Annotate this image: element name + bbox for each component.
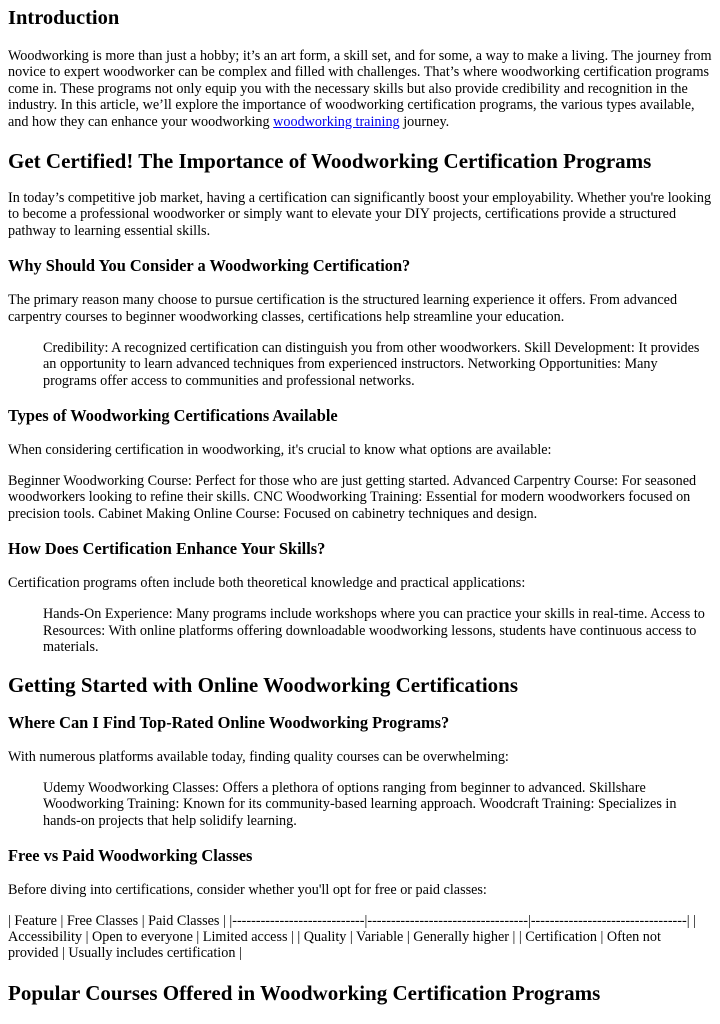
online-heading: Getting Started with Online Woodworking Certifications: [8, 672, 519, 697]
intro-heading: Introduction: [8, 7, 120, 29]
why-blockquote: Credibility: A recognized certification can distinguish you from other woodworkers. Skill Development: It provides an opportunity to learn advanced techniques from experienced instructors. Networking Opportunities: Many programs offer access to communities and professional networks.: [43, 340, 700, 389]
types-list-paragraph: Beginner Woodworking Course: Perfect for those who are just getting started. Advanced Carpentry Course: For seasoned woodworkers looking to refine their skills. CNC Woodworking Training: Essential for modern woodworkers focused on precision tools. Cabinet Making Online Course: Focused on cabinetry techniques and design.: [8, 472, 697, 522]
certified-paragraph: In today’s competitive job market, having a certification can significantly boost your employability. Whether you're looking to become a professional woodworker or simply want to elevate your DIY projects, certifications provide a structured pathway to learning essential skills.: [8, 190, 712, 239]
why-heading: Why Should You Consider a Woodworking Certification?: [8, 256, 411, 276]
intro-text-before-link: Woodworking is more than just a hobby; it’s an art form, a skill set, and for some, a way to make a living. The journey from novice to expert woodworker can be complex and filled with challenges. That’s where woodworking certification programs come in. These programs not only equip you with the necessary skills but also provide credibility and recognition in the industry. In this article, we’ll explore the importance of woodworking certification programs, the various types available, and how they can enhance your woodworking: [8, 48, 712, 130]
why-paragraph: The primary reason many choose to pursue certification is the structured learning experience it offers. From advanced carpentry courses to beginner woodworking classes, certifications help streamline your education.: [8, 292, 678, 325]
free-vs-paid-heading: Free vs Paid Woodworking Classes: [8, 846, 253, 866]
certified-heading: Get Certified! The Importance of Woodworking Certification Programs: [8, 149, 652, 174]
how-heading: How Does Certification Enhance Your Skills?: [8, 538, 326, 558]
comparison-table-text: | Feature | Free Classes | Paid Classes | |----------------------------|----------------------------------|---------------------------------| | Accessibility | Open to everyone | Limited access | | Quality | Variable | Generally higher | | Certification | Often not provided | Usually includes certification |: [8, 912, 696, 962]
how-blockquote: Hands-On Experience: Many programs include workshops where you can practice your skills in real-time. Access to Resources: With online platforms offering downloadable woodworking lessons, students have continuous access to materials.: [43, 606, 705, 656]
how-paragraph: Certification programs often include both theoretical knowledge and practical applications:: [8, 574, 526, 591]
where-heading: Where Can I Find Top-Rated Online Woodworking Programs?: [8, 712, 450, 732]
where-blockquote: Udemy Woodworking Classes: Offers a plethora of options ranging from beginner to advanced. Skillshare Woodworking Training: Known for its community-based learning approach. Woodcraft Training: Specializes in hands-on projects that help solidify learning.: [43, 779, 677, 829]
popular-courses-heading: Popular Courses Offered in Woodworking Certification Programs: [8, 980, 601, 1005]
article: [0, 7, 720, 1005]
woodworking-training-link[interactable]: woodworking training: [273, 113, 400, 130]
where-paragraph: With numerous platforms available today, finding quality courses can be overwhelming:: [8, 748, 509, 765]
types-heading: Types of Woodworking Certifications Available: [8, 406, 338, 426]
types-paragraph: When considering certification in woodworking, it's crucial to know what options are available:: [8, 442, 552, 459]
intro-text-after-link: journey.: [399, 113, 450, 130]
intro-paragraph: [8, 48, 712, 130]
free-vs-paid-paragraph: Before diving into certifications, consider whether you'll opt for free or paid classes:: [8, 882, 487, 899]
